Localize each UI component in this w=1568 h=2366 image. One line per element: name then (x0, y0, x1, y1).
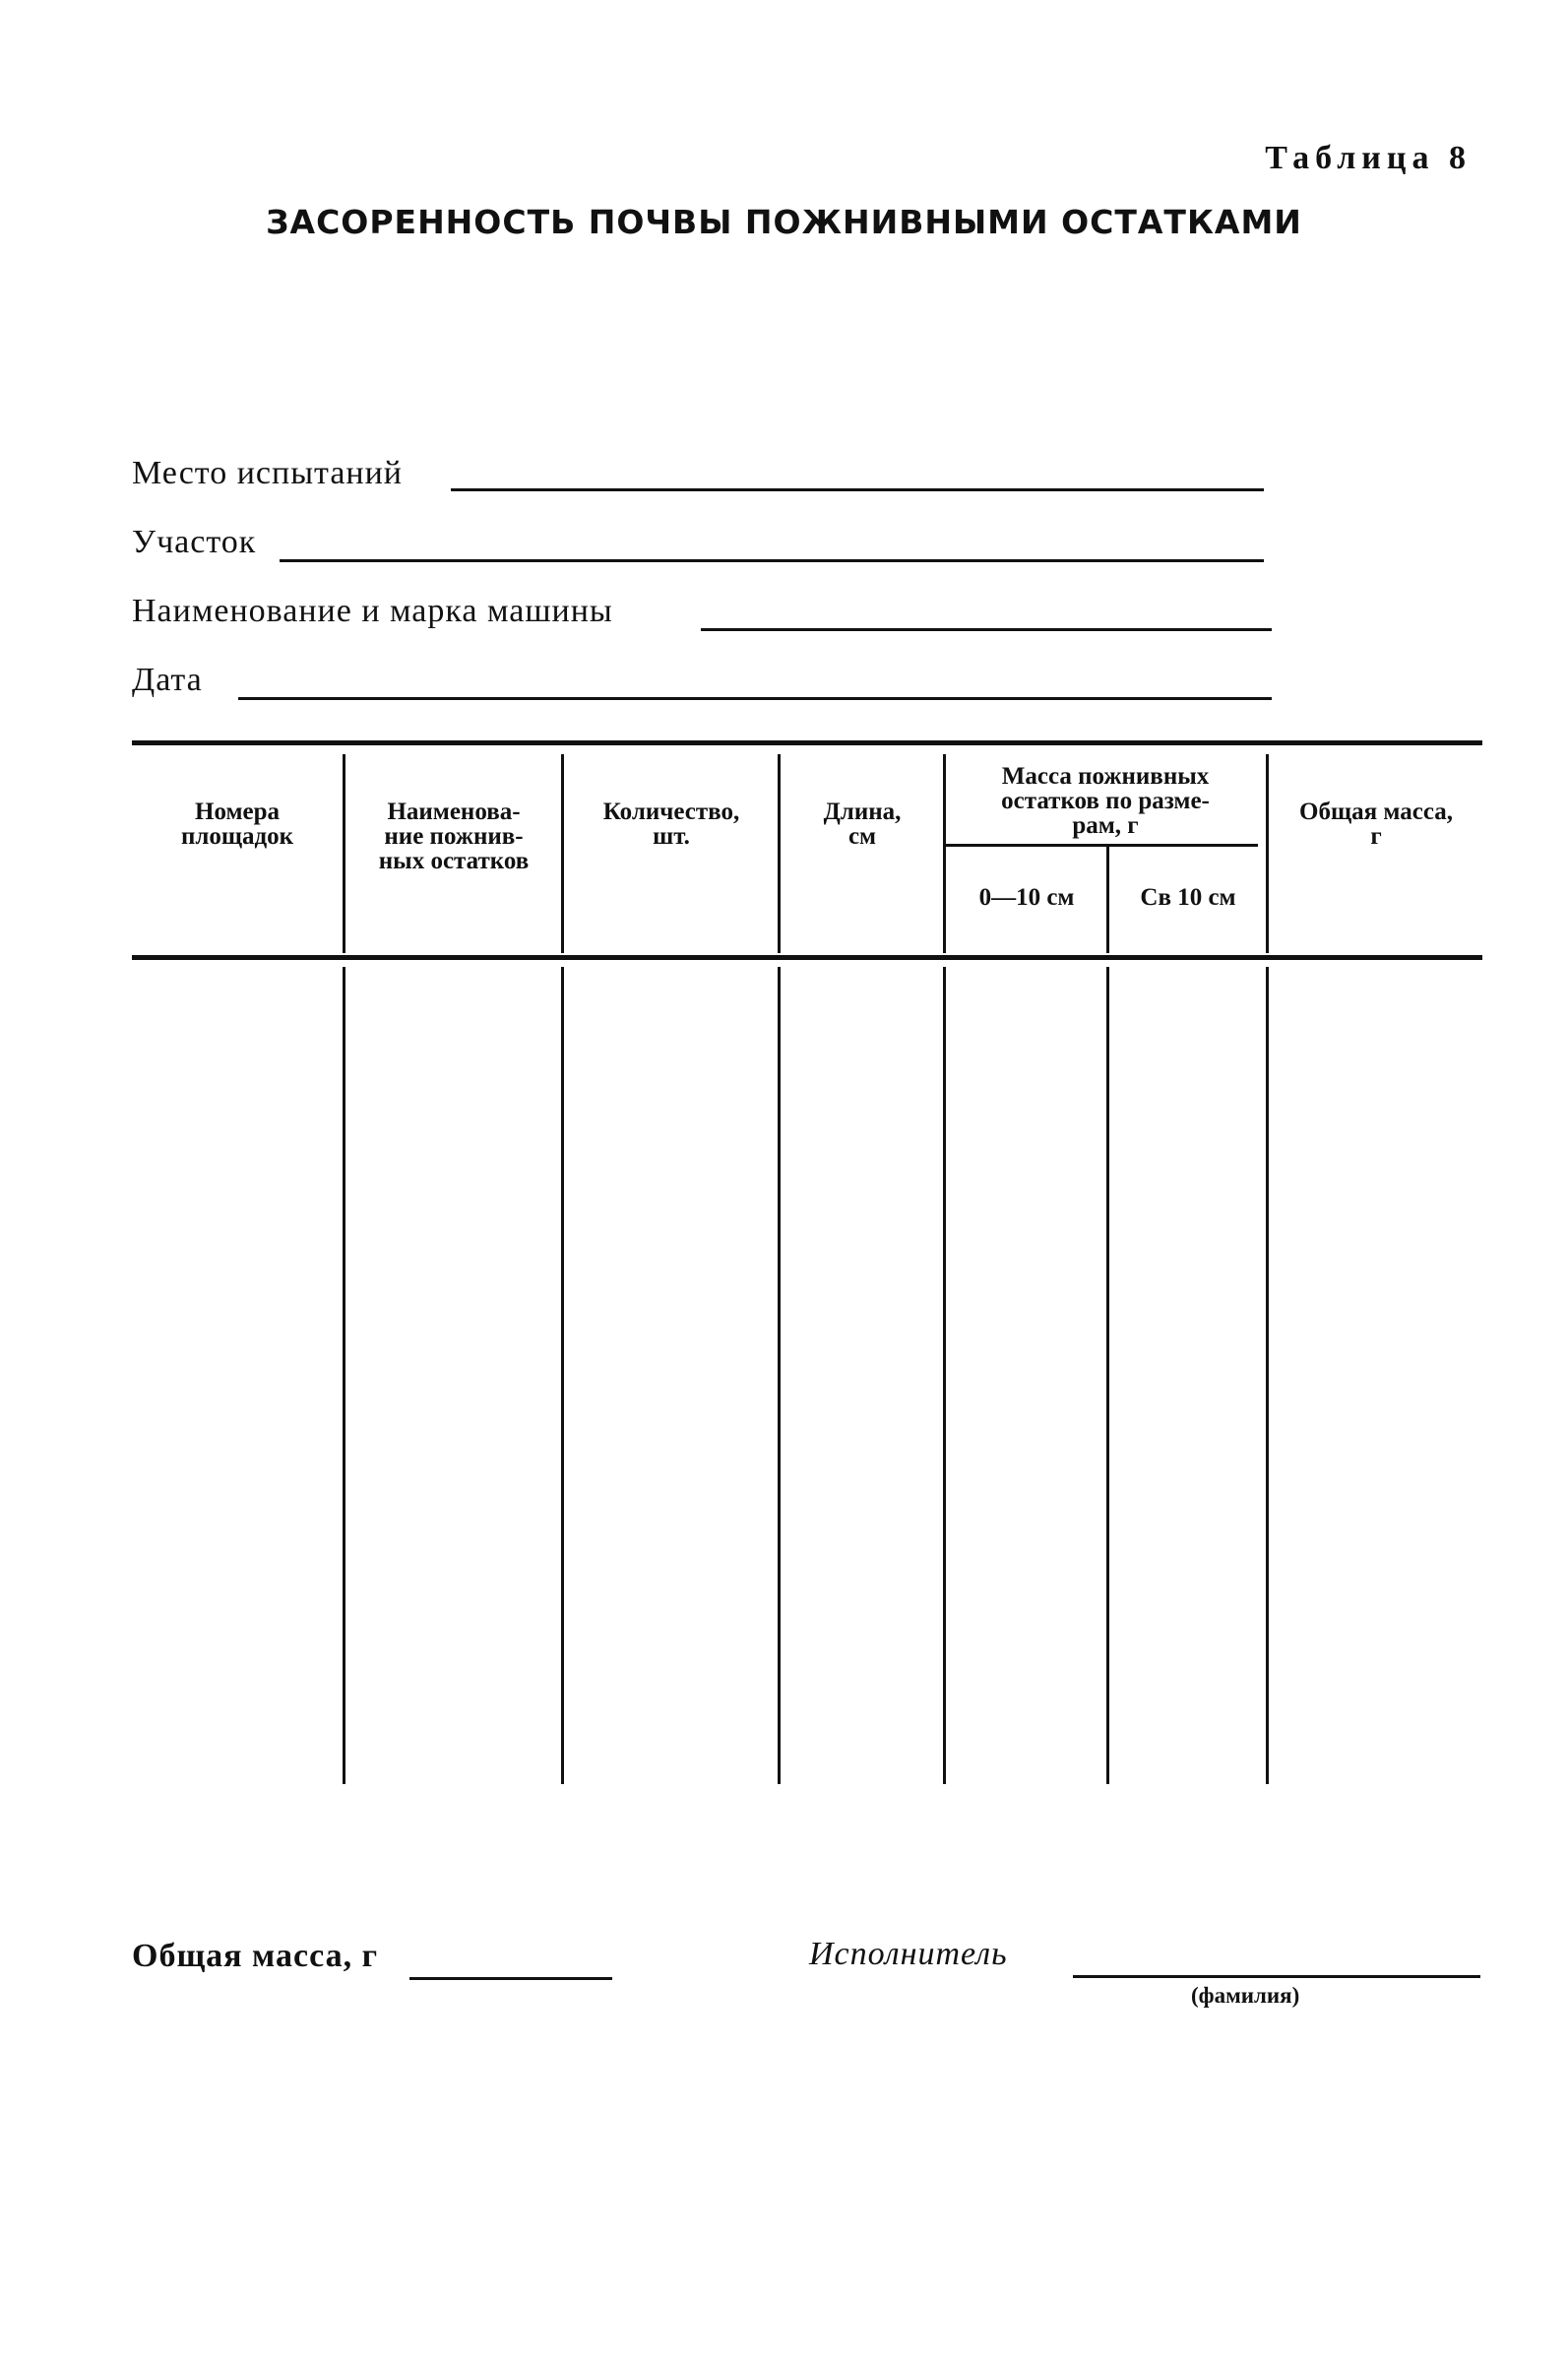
header-divider-4 (943, 754, 946, 953)
field-label-machine: Наименование и марка машины (132, 593, 613, 629)
field-label-date: Дата (132, 662, 203, 698)
column-header-length: Длина, см (823, 799, 902, 850)
total-mass-input[interactable] (409, 1977, 612, 1980)
header-divider-3 (778, 754, 781, 953)
header-divider-2 (561, 754, 564, 953)
column-header-plot-numbers: Номера площадок (180, 799, 294, 850)
field-label-plot: Участок (132, 524, 257, 560)
column-header-residue-mass: Масса пожнивных остатков по разме- рам, г (1001, 763, 1210, 839)
document-title: ЗАСОРЕННОСТЬ ПОЧВЫ ПОЖНИВНЫМИ ОСТАТКАМИ (266, 203, 1302, 241)
column-header-residue-name: Наименова- ние пожнив- ных остатков (378, 799, 530, 874)
table-body[interactable] (132, 969, 1482, 1782)
field-input-date[interactable] (238, 697, 1272, 700)
field-input-plot[interactable] (280, 559, 1264, 562)
table-top-rule (132, 740, 1482, 745)
subcolumn-header-over-10cm: Св 10 см (1140, 884, 1236, 911)
field-input-machine[interactable] (701, 628, 1272, 631)
table-header-rule (132, 955, 1482, 960)
table-number-label: Таблица 8 (1265, 140, 1472, 176)
header-divider-6 (1266, 754, 1269, 953)
surname-caption: (фамилия) (1191, 1983, 1300, 2008)
executor-label: Исполнитель (809, 1936, 1008, 1972)
column-header-total-mass: Общая масса, г (1299, 799, 1453, 850)
header-divider-1 (343, 754, 345, 953)
field-input-test-site[interactable] (451, 488, 1264, 491)
column-header-quantity: Количество, шт. (602, 799, 740, 850)
total-mass-label: Общая масса, г (132, 1938, 379, 1974)
field-label-test-site: Место испытаний (132, 455, 403, 491)
subcolumn-header-0-10cm: 0—10 см (978, 884, 1075, 911)
executor-signature-input[interactable] (1073, 1975, 1480, 1978)
header-divider-5 (1106, 847, 1109, 953)
subheader-rule (945, 844, 1258, 847)
